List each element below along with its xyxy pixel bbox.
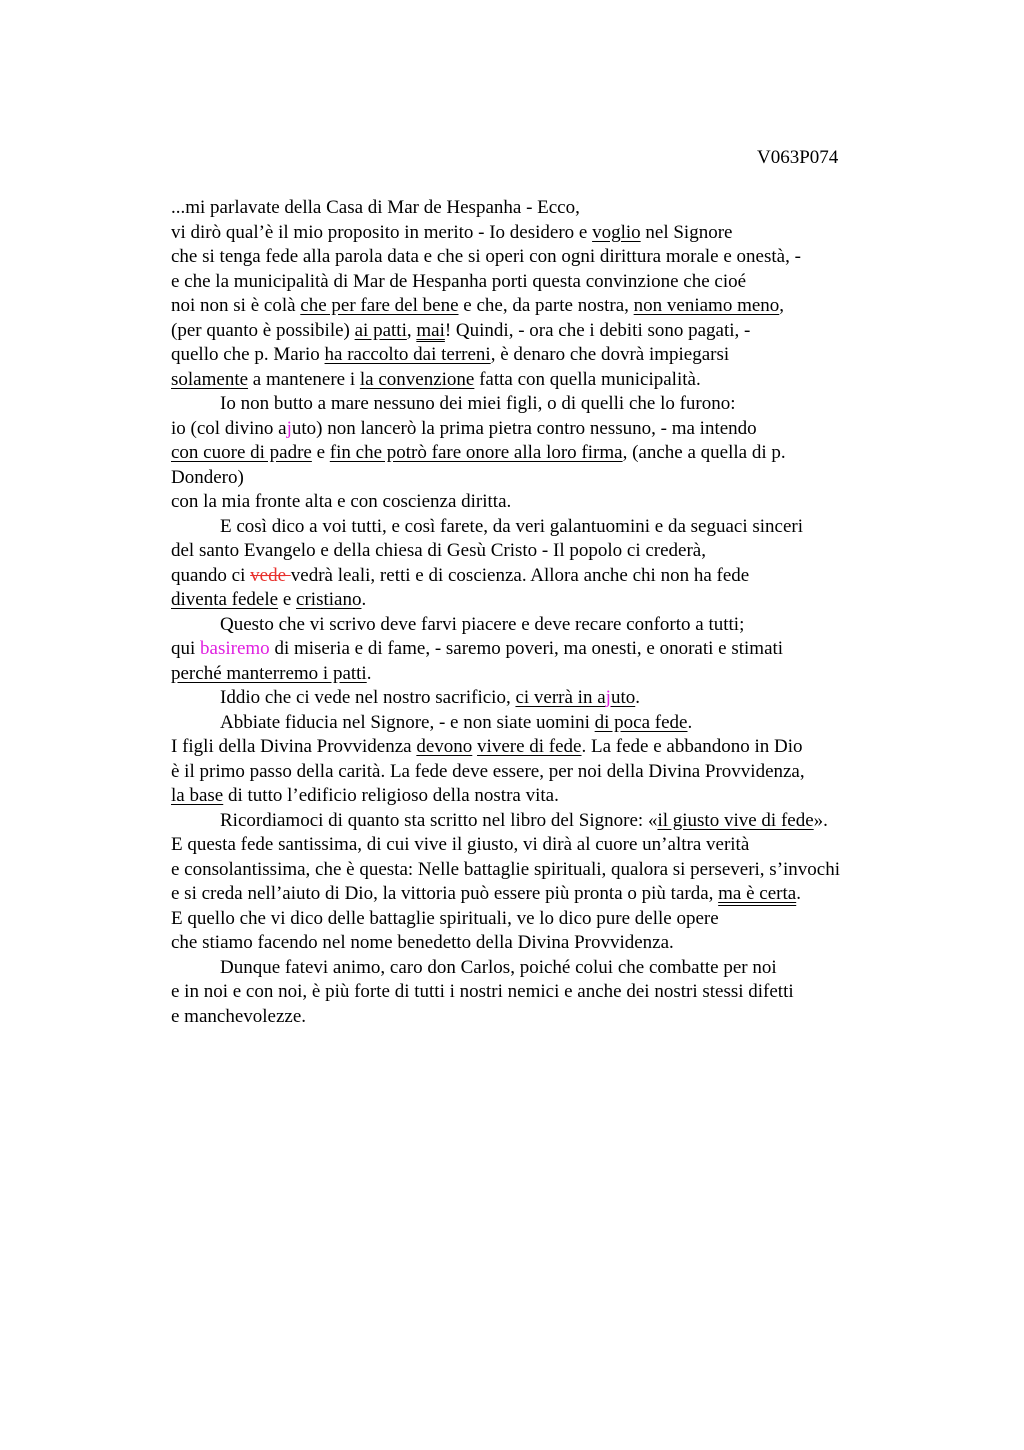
- text-segment: Dunque fatevi animo, caro don Carlos, poiché colui che combatte per noi: [220, 956, 777, 978]
- text-segment: vedrà leali, retti e di coscienza. Allora anche chi non ha fede: [290, 564, 750, 586]
- underlined-text: il giusto vive di fede: [657, 809, 814, 831]
- text-segment: è il primo passo della carità. La fede deve essere, per noi della Divina Provvidenza,: [171, 760, 805, 782]
- text-line: [171, 1005, 961, 1030]
- text-segment: io (col divino a: [171, 417, 287, 439]
- text-line: [171, 588, 961, 613]
- text-segment: nel Signore: [640, 221, 733, 243]
- underlined-text: fin che potrò fare onore alla loro firma: [329, 442, 623, 463]
- text-segment: .: [635, 687, 640, 708]
- text-line: [171, 245, 961, 270]
- underlined-text: ha raccolto dai terreni: [324, 344, 491, 365]
- text-line: [171, 441, 961, 466]
- text-line: [171, 809, 961, 834]
- text-line: [171, 833, 961, 858]
- text-segment: E quello che vi dico delle battaglie spirituali, ve lo dico pure delle opere: [171, 907, 719, 929]
- inserted-text: j: [605, 687, 611, 708]
- text-segment: e in noi e con noi, è più forte di tutti i nostri nemici e anche dei nostri stessi difetti: [171, 981, 794, 1002]
- text-segment: quando ci: [171, 564, 251, 586]
- text-segment: e che la municipalità di Mar de Hespanha porti questa convinzione che cioé: [171, 270, 747, 292]
- text-segment: e: [278, 589, 297, 610]
- inserted-text: j: [286, 417, 292, 439]
- text-segment: che si tenga fede alla parola data e che si operi con ogni dirittura morale e onestà, -: [171, 246, 801, 267]
- text-line: [171, 760, 961, 785]
- text-segment: E così dico a voi tutti, e così farete, da veri galantuomini e da seguaci sinceri: [220, 515, 803, 537]
- text-segment: ».: [813, 809, 828, 831]
- text-segment: Questo che vi scrivo deve farvi piacere e deve recare conforto a tutti;: [220, 613, 745, 635]
- text-segment: I figli della Divina Provvidenza: [171, 736, 417, 757]
- text-segment: Iddio che ci vede nel nostro sacrificio,: [220, 687, 516, 708]
- letter-body: [171, 196, 961, 1029]
- underlined-text: che per fare del bene: [300, 295, 459, 316]
- text-segment: di miseria e di fame, - saremo poveri, ma onesti, e onorati e stimati: [269, 638, 784, 659]
- text-segment: .: [361, 589, 367, 610]
- text-segment: quello che p. Mario: [171, 344, 325, 365]
- text-segment: ,: [779, 295, 785, 316]
- text-segment: E questa fede santissima, di cui vive il giusto, vi dirà al cuore un’altra verità: [171, 834, 750, 855]
- text-segment: .: [366, 662, 372, 684]
- text-segment: a mantenere i: [248, 368, 360, 390]
- text-segment: del santo Evangelo e della chiesa di Gesù Cristo - Il popolo ci crederà,: [171, 540, 706, 561]
- underlined-text: di poca fede: [594, 711, 688, 733]
- text-line: [171, 662, 961, 687]
- text-segment: .: [796, 883, 801, 904]
- text-line: [171, 907, 961, 932]
- text-segment: .: [687, 711, 693, 733]
- text-line: [171, 343, 961, 368]
- text-segment: (per quanto è possibile): [171, 319, 355, 341]
- text-line: [171, 319, 961, 344]
- text-line: [171, 931, 961, 956]
- text-line: [171, 882, 961, 907]
- text-segment: , (anche a quella di p.: [622, 442, 786, 463]
- text-line: [171, 196, 961, 221]
- text-segment: ,: [406, 319, 417, 341]
- text-segment: e che, da parte nostra,: [458, 295, 634, 316]
- text-segment: Abbiate fiducia nel Signore, - e non siate uomini: [220, 711, 595, 733]
- text-segment: , è denaro che dovrà impiegarsi: [490, 344, 730, 365]
- text-segment: Io non butto a mare nessuno dei miei figli, o di quelli che lo furono:: [220, 393, 736, 414]
- underlined-text: ci verrà in a: [515, 687, 606, 708]
- text-line: [171, 564, 961, 589]
- text-segment: ! Quindi, - ora che i debiti sono pagati, -: [444, 319, 751, 341]
- underlined-text: non veniamo meno: [633, 295, 780, 316]
- underlined-text: la convenzione: [359, 368, 475, 390]
- inserted-text: basiremo: [200, 638, 270, 659]
- text-line: [171, 613, 961, 638]
- text-line: [171, 858, 961, 883]
- text-segment: qui: [171, 638, 201, 659]
- text-segment: di tutto l’edificio religioso della nostra vita.: [223, 785, 559, 806]
- text-segment: e consolantissima, che è questa: Nelle battaglie spirituali, qualora si perseveri, s’invochi: [171, 858, 841, 880]
- text-line: [171, 956, 961, 981]
- underlined-text: diventa fedele: [171, 589, 279, 610]
- underlined-text: voglio: [592, 221, 641, 243]
- text-line: [171, 417, 961, 442]
- underlined-text: perché manterremo i patti: [171, 662, 367, 684]
- text-segment: Dondero): [171, 466, 244, 488]
- text-segment: uto) non lancerò la prima pietra contro nessuno, - ma intendo: [291, 417, 757, 439]
- text-segment: e si creda nell’aiuto di Dio, la vittoria può essere più pronta o più tarda,: [171, 883, 719, 904]
- text-line: [171, 466, 961, 491]
- underlined-text: con cuore di padre: [171, 442, 312, 463]
- text-line: [171, 980, 961, 1005]
- text-line: [171, 637, 961, 662]
- underlined-text: la base: [171, 785, 224, 806]
- text-segment: . La fede e abbandono in Dio: [581, 736, 803, 757]
- text-line: [171, 392, 961, 417]
- text-segment: che stiamo facendo nel nome benedetto della Divina Provvidenza.: [171, 932, 674, 953]
- page-identifier: V063P074: [757, 147, 839, 168]
- text-line: [171, 490, 961, 515]
- text-line: [171, 294, 961, 319]
- text-segment: vi dirò qual’è il mio proposito in merito - Io desidero e: [171, 221, 593, 243]
- text-line: [171, 711, 961, 736]
- underlined-text: vivere di fede: [477, 736, 582, 757]
- deleted-text: vede: [250, 564, 291, 586]
- text-segment: fatta con quella municipalità.: [474, 368, 701, 390]
- text-segment: noi non si è colà: [171, 295, 301, 316]
- text-line: [171, 686, 961, 711]
- text-line: [171, 735, 961, 760]
- text-segment: con la mia fronte alta e con coscienza diritta.: [171, 491, 512, 512]
- double-underlined-text: ma è certa: [718, 883, 797, 904]
- text-line: [171, 368, 961, 393]
- text-line: [171, 515, 961, 540]
- underlined-text: devono: [416, 736, 473, 757]
- text-line: [171, 784, 961, 809]
- text-line: [171, 221, 961, 246]
- text-segment: ...mi parlavate della Casa di Mar de Hespanha - Ecco,: [171, 197, 580, 218]
- text-segment: Ricordiamoci di quanto sta scritto nel libro del Signore: «: [220, 809, 658, 831]
- text-segment: e: [311, 442, 330, 463]
- underlined-text: ai patti: [354, 319, 407, 341]
- underlined-text: uto: [610, 687, 636, 708]
- text-line: [171, 539, 961, 564]
- underlined-text: solamente: [171, 368, 249, 390]
- underlined-text: cristiano: [296, 589, 362, 610]
- double-underlined-text: mai: [416, 319, 445, 341]
- text-line: [171, 270, 961, 295]
- text-segment: e manchevolezze.: [171, 1005, 307, 1027]
